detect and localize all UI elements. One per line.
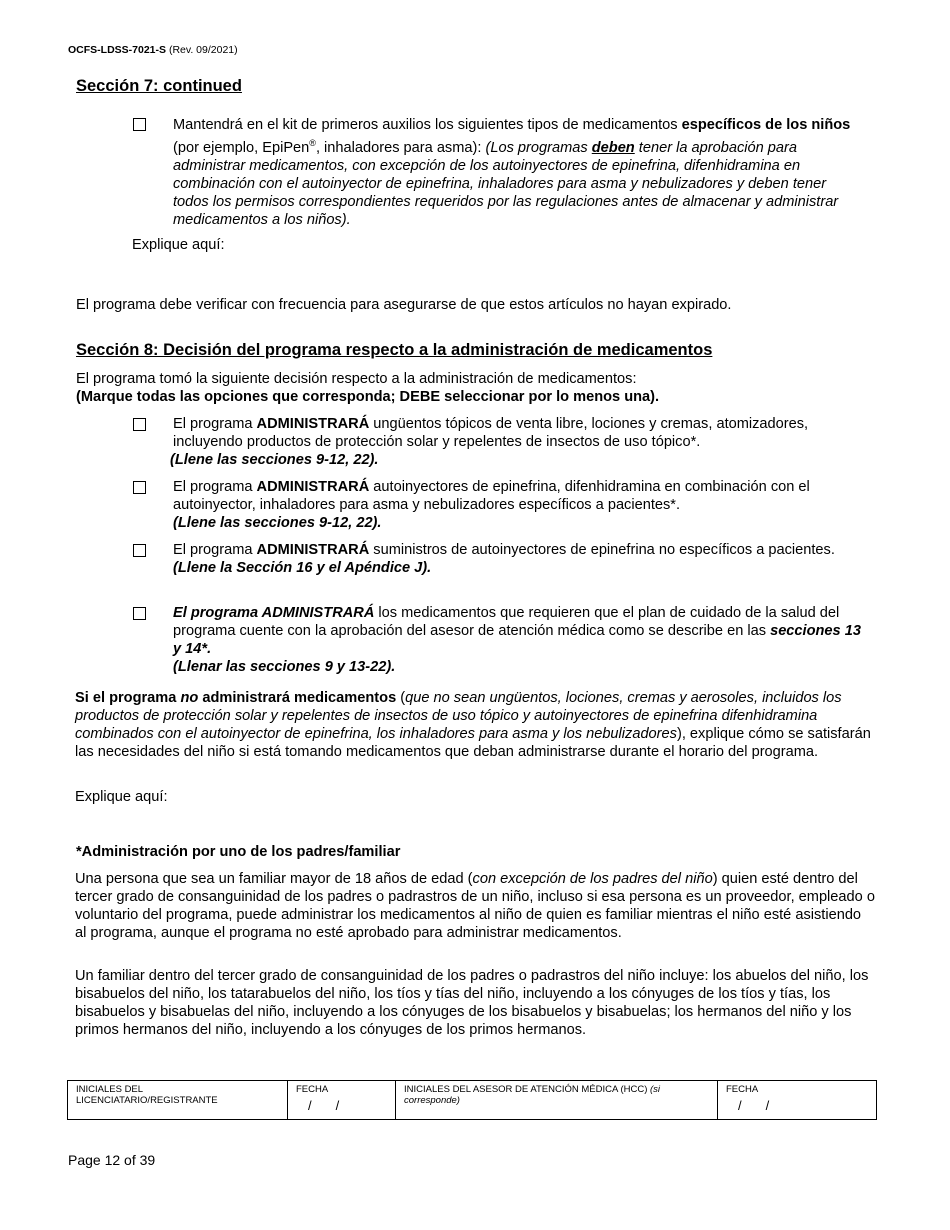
initials-table: [67, 1080, 877, 1120]
option-4-checkbox[interactable]: [133, 607, 146, 620]
section-7-verify-text: El programa debe verificar con frecuencia para asegurarse de que estos artículos no hayan expirado.: [76, 297, 732, 313]
form-revision: (Rev. 09/2021): [168, 44, 238, 56]
option-1-text: El programa ADMINISTRARÁ ungüentos tópicos de venta libre, lociones y cremas, atomizadores, incluyendo productos de protección solar y repelentes de insectos de uso tópico*. (Llene las secciones 9-12, 22).: [173, 415, 863, 469]
option-1-checkbox[interactable]: [133, 418, 146, 431]
option-2-checkbox[interactable]: [133, 481, 146, 494]
licensee-initials-cell[interactable]: INICIALES DEL LICENCIATARIO/REGISTRANTE: [68, 1081, 288, 1119]
hcc-initials-cell[interactable]: INICIALES DEL ASESOR DE ATENCIÓN MÉDICA (HCC) (si corresponde): [396, 1081, 718, 1119]
date-1-slashes: / /: [308, 1098, 341, 1113]
family-paragraph-1: Una persona que sea un familiar mayor de 18 años de edad (con excepción de los padres del niño) quien esté dentro del tercer grado de consanguinidad de los padres o padrastros de un niño, incluso si esa persona es un proveedor, empleado o voluntario del programa, puede administrar los medicamentos al niño de quien es familiar mientras el niño esté asistiendo al programa, aunque el programa no esté aprobado para administrar medicamentos.: [75, 871, 875, 941]
date-2-slashes: / /: [738, 1098, 771, 1113]
family-admin-title: *Administración por uno de los padres/familiar: [76, 844, 401, 860]
section-7-explain-label: Explique aquí:: [132, 237, 225, 253]
option-4-note: (Llenar las secciones 9 y 13-22).: [173, 659, 396, 675]
option-1-note: (Llene las secciones 9-12, 22).: [170, 452, 379, 468]
form-code: OCFS-LDSS-7021-S: [68, 44, 167, 56]
section-8-intro: El programa tomó la siguiente decisión respecto a la administración de medicamentos: (Marque todas las opciones que corresponda; DEBE seleccionar por lo menos una).: [76, 371, 660, 405]
date-2-cell[interactable]: FECHA / /: [726, 1084, 771, 1113]
section-8-title: Sección 8: Decisión del programa respecto a la administración de medicamentos: [76, 341, 713, 359]
section-8-explain-label: Explique aquí:: [75, 789, 168, 805]
section-7-item-text: Mantendrá en el kit de primeros auxilios los siguientes tipos de medicamentos específicos de los niños (por ejemplo, EpiPen®, inhaladores para asma): (Los programas deben tener la aprobación para administrar medicamentos, con excepción de los autoinyectores de epinefrina, difenhidramina en combinación con el autoinyector de epinefrina, inhaladores para asma y nebulizadores y deben tener todos los permisos correspondientes requeridos por las regulaciones antes de almacenar y administrar medicamentos a los niños).: [173, 117, 851, 228]
date-1-cell[interactable]: FECHA / /: [288, 1081, 396, 1119]
option-2-note: (Llene las secciones 9-12, 22).: [173, 515, 382, 531]
family-paragraph-2: Un familiar dentro del tercer grado de consanguinidad de los padres o padrastros del niño incluye: los abuelos del niño, los bisabuelos del niño, los tatarabuelos del niño, los tíos y tías del niño, incluyendo a los cónyuges de los tíos y tías, los bisabuelos y bisabuelas del niño, incluyendo a los cónyuges de los bisabuelos y bisabuelas; los hermanos del niño y los primos hermanos del niño, incluyendo a los cónyuges de los primos hermanos.: [75, 968, 869, 1038]
option-3-note: (Llene la Sección 16 y el Apéndice J).: [173, 560, 432, 576]
option-2-text: El programa ADMINISTRARÁ autoinyectores de epinefrina, difenhidramina en combinación con el autoinyector, inhaladores para asma y nebulizadores específicos a pacientes*. (Llene las secciones 9-12, 22).: [173, 478, 863, 532]
section-7-checkbox[interactable]: [133, 118, 146, 131]
option-3-text: El programa ADMINISTRARÁ suministros de autoinyectores de epinefrina no específicos a pacientes. (Llene la Sección 16 y el Apéndice J).: [173, 541, 863, 577]
no-admin-text: Si el programa no administrará medicamentos (que no sean ungüentos, lociones, cremas y aerosoles, incluidos los productos de protección solar y repelentes de insectos de uso tópico y autoinyectores de epinefrina difenhidramina combinados con el autoinyector de epinefrina, los inhaladores para asma y los nebulizadores), explique cómo se satisfarán las necesidades del niño si está tomando medicamentos que deban administrarse durante el horario del programa.: [75, 690, 871, 760]
option-4-text: El programa ADMINISTRARÁ los medicamentos que requieren que el plan de cuidado de la salud del programa cuente con la aprobación del asesor de atención médica como se describe en las secciones 13 y 14*. (Llenar las secciones 9 y 13-22).: [173, 604, 863, 676]
option-3-checkbox[interactable]: [133, 544, 146, 557]
form-identifier: [68, 44, 238, 56]
page-number: Page 12 of 39: [68, 1152, 156, 1168]
section-7-title: Sección 7: continued: [76, 77, 242, 95]
